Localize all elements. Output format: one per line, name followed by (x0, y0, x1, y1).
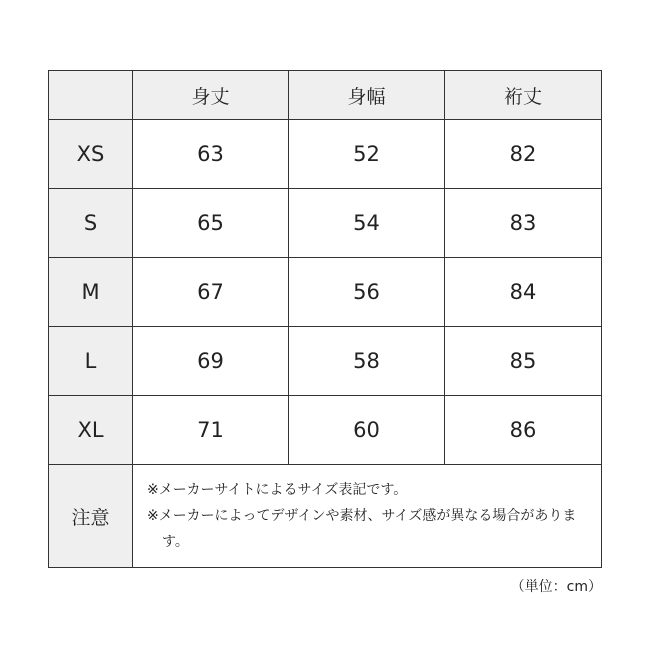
table-row (49, 327, 602, 396)
sleeve-value: 83 (445, 189, 602, 258)
length-value: 67 (133, 258, 289, 327)
sleeve-value: 84 (445, 258, 602, 327)
length-value: 65 (133, 189, 289, 258)
header-length: 身丈 (133, 71, 289, 120)
width-value: 54 (289, 189, 445, 258)
header-width: 身幅 (289, 71, 445, 120)
header-sleeve: 裄丈 (445, 71, 602, 120)
notes-label: 注意 (49, 465, 133, 568)
header-corner-cell (49, 71, 133, 120)
table-row (49, 120, 602, 189)
size-label: XL (49, 396, 133, 465)
unit-label: （単位：cm） (510, 579, 602, 595)
table-row (49, 258, 602, 327)
width-value: 56 (289, 258, 445, 327)
sleeve-value: 82 (445, 120, 602, 189)
width-value: 52 (289, 120, 445, 189)
size-chart-table (48, 70, 602, 568)
note-line: ※メーカーによってデザインや素材、サイズ感が異なる場合があります。 (147, 508, 577, 550)
size-label: M (49, 258, 133, 327)
table-row (49, 189, 602, 258)
width-value: 58 (289, 327, 445, 396)
notes-row (49, 465, 602, 568)
width-value: 60 (289, 396, 445, 465)
size-label: XS (49, 120, 133, 189)
length-value: 69 (133, 327, 289, 396)
table-row (49, 396, 602, 465)
length-value: 63 (133, 120, 289, 189)
length-value: 71 (133, 396, 289, 465)
header-row (49, 71, 602, 120)
sleeve-value: 85 (445, 327, 602, 396)
notes-cell (133, 465, 602, 568)
note-line: ※メーカーサイトによるサイズ表記です。 (147, 482, 408, 498)
sleeve-value: 86 (445, 396, 602, 465)
size-label: S (49, 189, 133, 258)
size-label: L (49, 327, 133, 396)
